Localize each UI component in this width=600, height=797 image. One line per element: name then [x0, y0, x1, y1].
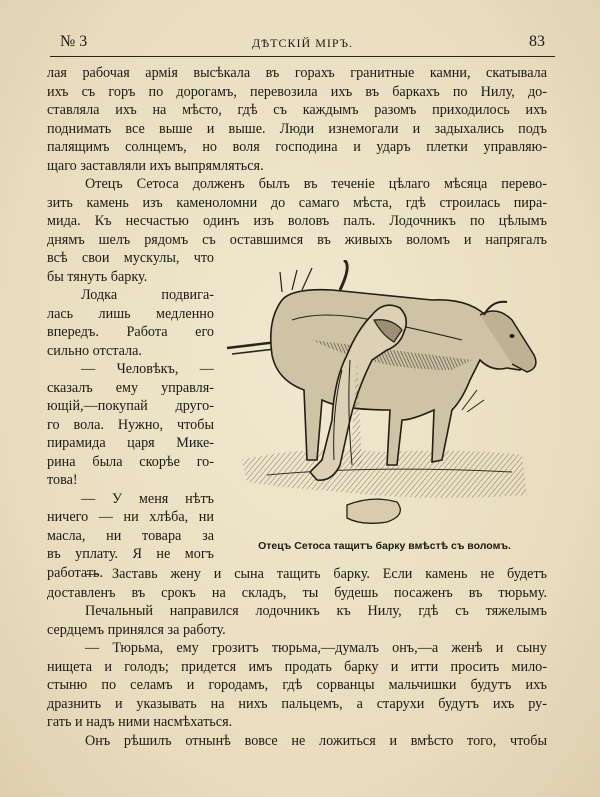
- text-line: рина была скорѣе го-: [47, 453, 214, 470]
- text-line: Печальный направился лодочникъ къ Нилу, гдѣ съ тяжелымъ: [85, 603, 547, 619]
- text-line: мида. Къ несчастью одинъ изъ воловъ палъ. Лодочникъ по цѣлымъ: [47, 213, 547, 229]
- text-line: днямъ шелъ рядомъ съ оставшимся въ живыхъ воломъ и напрягалъ: [47, 231, 547, 248]
- text-line: дразнить и указывать на нихъ пальцемъ, а старухи будутъ ихъ ру-: [47, 695, 547, 712]
- bottom-text-block: [47, 565, 547, 750]
- text-line: — Заставь жену и сына тащить барку. Если камень не будетъ: [85, 566, 547, 582]
- text-line: палящимъ солнцемъ, но воля господина и ударъ плетки управляю-: [47, 139, 547, 155]
- text-line: всѣ свои мускулы, что: [47, 250, 214, 266]
- text-line: впередъ. Работа его: [47, 324, 214, 340]
- text-line: гать и надъ ними насмѣхаться.: [47, 714, 233, 730]
- text-line: ихъ съ горъ по дорогамъ, перевозила ихъ въ баркахъ по Нилу, до-: [47, 83, 547, 100]
- text-line: го вола. Нужно, чтобы: [47, 416, 214, 433]
- text-line: въ уплату. Я не могъ: [47, 546, 214, 562]
- text-line: ничего — ни хлѣба, ни: [47, 509, 214, 525]
- text-line: работать.: [47, 564, 104, 581]
- text-line: — У меня нѣтъ: [81, 490, 214, 507]
- issue-number: № 3: [60, 33, 88, 50]
- page-number: 83: [529, 33, 545, 50]
- text-line: масла, ни товара за: [47, 527, 214, 544]
- text-line: нищета и голодъ; придется имъ продать барку и итти просить мило-: [47, 658, 547, 675]
- text-line: — Человѣкъ, —: [81, 361, 214, 377]
- text-line: доставленъ въ срокъ на складъ, ты будешь посаженъ въ тюрьму.: [47, 584, 547, 601]
- illustration-man-and-ox: [222, 260, 547, 532]
- text-line: ставляла ихъ на мѣсто, гдѣ съ каждымъ разомъ приходилось ихъ: [47, 102, 547, 118]
- text-line: ющій,—покупай друго-: [47, 398, 214, 414]
- side-text-block: [47, 249, 214, 582]
- text-line: бы тянуть барку.: [47, 268, 148, 285]
- text-line: Отецъ Сетоса долженъ былъ въ теченіе цѣлаго мѣсяца перево-: [85, 176, 547, 192]
- illustration-caption: Отецъ Сетоса тащитъ барку вмѣстѣ съ воломъ.: [258, 540, 511, 552]
- text-line: това!: [47, 472, 78, 488]
- text-line: лась лишь медленно: [47, 305, 214, 322]
- text-line: щаго заставляли ихъ выпрямляться.: [47, 157, 264, 174]
- text-line: зить камень изъ каменоломни до самаго мѣста, гдѣ строилась пира-: [47, 194, 547, 211]
- journal-title: ДѢТСКІЙ МІРЪ.: [251, 36, 354, 50]
- text-line: сказалъ ему управля-: [47, 379, 214, 396]
- text-line: стыню по селамъ и городамъ, гдѣ сорванцы мальчишки будутъ ихъ: [47, 677, 547, 693]
- text-line: сильно отстала.: [47, 342, 142, 359]
- text-line: — Тюрьма, ему грозитъ тюрьма,—думалъ онъ,—а женѣ и сыну: [85, 640, 547, 656]
- text-line: сердцемъ принялся за работу.: [47, 621, 226, 638]
- text-line: Лодка подвига-: [81, 287, 214, 303]
- top-text-block: [47, 64, 547, 249]
- text-line: лая рабочая армія высѣкала въ горахъ гранитные камни, скатывала: [47, 65, 547, 81]
- text-line: пирамида царя Мике-: [47, 435, 214, 451]
- text-line: Онъ рѣшилъ отнынѣ вовсе не ложиться и вмѣсто того, чтобы: [85, 732, 547, 749]
- page-header: [50, 33, 555, 55]
- text-line: поднимать все выше и выше. Люди изнемогали и задыхались подъ: [47, 120, 547, 137]
- header-rule: [50, 56, 555, 57]
